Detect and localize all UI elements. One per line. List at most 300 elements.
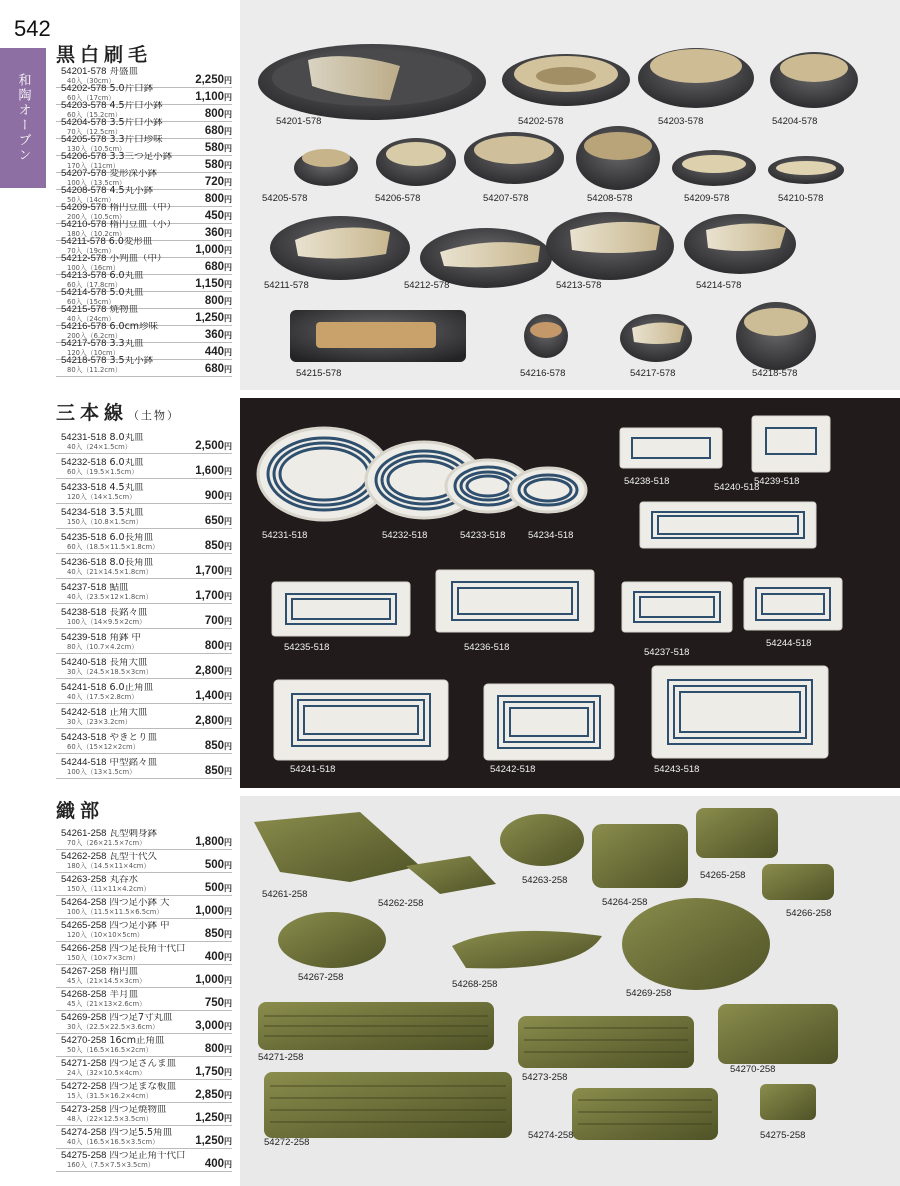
- product-info: [61, 203, 176, 222]
- product-price: [205, 330, 232, 342]
- yen-unit: 円: [224, 883, 232, 893]
- product-code: 54268-258: [61, 990, 107, 1001]
- yen-unit: 円: [224, 143, 232, 153]
- price-value: 680: [204, 362, 224, 375]
- photo-label: 54203-578: [658, 116, 704, 127]
- photo-label: 54239-518: [754, 476, 800, 487]
- yen-unit: 円: [224, 952, 232, 962]
- product-row: [56, 942, 232, 965]
- yen-unit: 円: [224, 466, 232, 476]
- product-row: [56, 429, 232, 454]
- product-name: 8.0長角皿: [109, 558, 154, 569]
- yen-unit: 円: [224, 211, 232, 221]
- product-name: 6.0長角皿: [109, 533, 154, 544]
- product-spec: 150入（11×11×4.2cm）: [67, 885, 151, 894]
- price-value: 360: [204, 328, 224, 341]
- product-list: [56, 67, 232, 377]
- product-info: [61, 990, 146, 1009]
- yen-unit: 円: [224, 75, 232, 85]
- section-title-text: 三本線: [56, 402, 129, 424]
- product-row: [56, 356, 232, 377]
- photo-label: 54201-578: [276, 116, 322, 127]
- product-code: 54269-258: [61, 1013, 107, 1024]
- product-price: [205, 860, 232, 872]
- product-price: [195, 691, 232, 703]
- price-value: 450: [204, 209, 224, 222]
- product-price: [205, 516, 232, 528]
- product-info: [61, 898, 170, 917]
- section-title: [56, 796, 232, 823]
- product-spec: 150入（10.8×1.5cm）: [67, 518, 143, 527]
- product-info: [61, 433, 144, 452]
- product-info: [61, 322, 158, 341]
- price-value: 2,800: [195, 664, 224, 677]
- product-spec: 150入（10×7×3cm）: [67, 954, 140, 963]
- product-spec: 40入（30cm）: [67, 77, 116, 86]
- product-name: 四つ足まな板皿: [109, 1082, 176, 1093]
- product-code: 54239-518: [61, 633, 107, 644]
- photo-label: 54204-578: [772, 116, 818, 127]
- product-code: 54274-258: [61, 1128, 107, 1139]
- product-row: [56, 965, 232, 988]
- product-price: [195, 1090, 232, 1102]
- product-code: 54205-578: [61, 135, 107, 146]
- price-value: 440: [204, 345, 224, 358]
- product-name: 4.5丸小鉢: [109, 186, 154, 197]
- price-value: 1,250: [195, 311, 224, 324]
- product-info: [61, 118, 163, 137]
- product-name: 5.0丸皿: [109, 288, 144, 299]
- product-row: [56, 579, 232, 604]
- photo-label: 54209-578: [684, 193, 730, 204]
- yen-unit: 円: [224, 491, 232, 501]
- product-price: [195, 92, 232, 104]
- yen-unit: 円: [224, 296, 232, 306]
- section-oribe-list: [56, 796, 232, 1172]
- section-sanbonsen-list: [56, 398, 232, 779]
- photo-label: 54217-578: [630, 368, 676, 379]
- product-code: 54211-578: [61, 237, 106, 248]
- product-row: [56, 1103, 232, 1126]
- price-value: 850: [204, 927, 224, 940]
- product-price: [205, 998, 232, 1010]
- product-code: 54270-258: [61, 1036, 107, 1047]
- product-price: [205, 766, 232, 778]
- photo-label: 54232-518: [382, 530, 428, 541]
- product-info: [61, 101, 163, 120]
- product-row: [56, 1126, 232, 1149]
- product-code: 54242-518: [61, 708, 107, 719]
- product-spec: 100入（13×1.5cm）: [67, 768, 136, 777]
- price-value: 360: [204, 226, 224, 239]
- photo-label: 54212-578: [404, 280, 450, 291]
- product-row: [56, 850, 232, 873]
- yen-unit: 円: [224, 279, 232, 289]
- product-info: [61, 1013, 173, 1032]
- product-code: 54212-578: [61, 254, 107, 265]
- product-code: 54216-578: [61, 322, 107, 333]
- photo-label: 54262-258: [378, 898, 424, 909]
- product-code: 54264-258: [61, 898, 107, 909]
- product-info: [61, 608, 147, 627]
- price-value: 800: [204, 192, 224, 205]
- product-name: 16cm正角皿: [109, 1036, 165, 1047]
- yen-unit: 円: [224, 975, 232, 985]
- product-name: 角鉢 中: [109, 633, 141, 644]
- small-bowls-row: [294, 126, 844, 190]
- product-code: 54202-578: [61, 84, 107, 95]
- product-code: 54209-578: [61, 203, 107, 214]
- product-spec: 50入（16.5×16.5×2cm）: [67, 1046, 153, 1055]
- product-row: [56, 896, 232, 919]
- price-value: 2,850: [195, 1088, 224, 1101]
- price-value: 1,800: [195, 835, 224, 848]
- product-spec: 60入（15.2cm）: [67, 111, 122, 120]
- price-value: 2,250: [195, 73, 224, 86]
- product-price: [195, 313, 232, 325]
- product-spec: 60入（17.8cm）: [67, 281, 122, 290]
- photo-label: 54263-258: [522, 875, 568, 886]
- product-price: [195, 75, 232, 87]
- product-price: [205, 364, 232, 376]
- photo-label: 54265-258: [700, 870, 746, 881]
- yen-unit: 円: [224, 177, 232, 187]
- product-name: 3.5丸小鉢: [109, 356, 154, 367]
- product-name: 8.0丸皿: [109, 433, 144, 444]
- product-price: [195, 1067, 232, 1079]
- product-name: 四つ足小鉢 中: [109, 921, 170, 932]
- product-name: 四つ足長角千代口: [109, 944, 186, 955]
- product-info: [61, 220, 176, 239]
- product-row: [56, 1149, 232, 1172]
- product-code: 54206-578: [61, 152, 107, 163]
- product-code: 54207-578: [61, 169, 107, 180]
- product-price: [195, 441, 232, 453]
- product-price: [205, 126, 232, 138]
- yen-unit: 円: [224, 616, 232, 626]
- product-code: 54213-578: [61, 271, 107, 282]
- product-spec: 40入（16.5×16.5×3.5cm）: [67, 1138, 159, 1147]
- product-row: [56, 1011, 232, 1034]
- product-code: 54210-578: [61, 220, 107, 231]
- product-info: [61, 271, 144, 290]
- product-name: 3.5丸皿: [109, 508, 144, 519]
- yen-unit: 円: [224, 716, 232, 726]
- product-name: 3.3三つ足小鉢: [109, 152, 173, 163]
- product-price: [205, 952, 232, 964]
- product-row: [56, 729, 232, 754]
- product-price: [205, 741, 232, 753]
- yen-unit: 円: [224, 1067, 232, 1077]
- product-price: [205, 491, 232, 503]
- product-code: 54241-518: [61, 683, 107, 694]
- product-price: [195, 906, 232, 918]
- product-code: 54235-518: [61, 533, 107, 544]
- product-code: 54231-518: [61, 433, 107, 444]
- photo-label: 54213-578: [556, 280, 602, 291]
- product-price: [205, 228, 232, 240]
- product-name: 瓦型刺身鉢: [109, 829, 157, 840]
- category-side-tab-label: 和陶オーブン: [15, 73, 31, 163]
- product-price: [205, 143, 232, 155]
- product-price: [195, 279, 232, 291]
- product-code: 54236-518: [61, 558, 107, 569]
- product-price: [205, 883, 232, 895]
- product-spec: 100入（14×9.5×2cm）: [67, 618, 146, 627]
- product-name: 四つ足小鉢 大: [109, 898, 170, 909]
- product-code: 54271-258: [61, 1059, 107, 1070]
- product-name: 6.0cm珍味: [109, 322, 159, 333]
- product-spec: 70入（19cm）: [67, 247, 116, 256]
- price-value: 800: [204, 107, 224, 120]
- product-info: [61, 288, 144, 307]
- product-name: 瓦型千代久: [109, 852, 157, 863]
- product-code: 54203-578: [61, 101, 107, 112]
- section-title: [56, 40, 232, 67]
- product-spec: 200入（10.5cm）: [67, 213, 126, 222]
- product-code: 54208-578: [61, 186, 107, 197]
- product-name: 3.3片口珍味: [109, 135, 163, 146]
- product-name: 変形深小鉢: [109, 169, 157, 180]
- product-spec: 24入（32×10.5×4cm）: [67, 1069, 146, 1078]
- product-list: [56, 429, 232, 779]
- yen-unit: 円: [224, 1021, 232, 1031]
- yen-unit: 円: [224, 330, 232, 340]
- yen-unit: 円: [224, 347, 232, 357]
- product-spec: 45入（21×13×2.6cm）: [67, 1000, 146, 1009]
- photo-label: 54240-518: [714, 482, 760, 493]
- photo-label: 54270-258: [730, 1064, 776, 1075]
- photo-label: 54235-518: [284, 642, 330, 653]
- product-name: 5.0片口鉢: [109, 84, 154, 95]
- product-row: [56, 554, 232, 579]
- price-value: 400: [204, 1157, 224, 1170]
- section-title-text: 織部: [56, 800, 105, 822]
- yen-unit: 円: [224, 194, 232, 204]
- photo-label: 54210-578: [778, 193, 824, 204]
- product-row: [56, 754, 232, 779]
- product-code: 54273-258: [61, 1105, 107, 1116]
- photo-label: 54244-518: [766, 638, 812, 649]
- product-spec: 100入（11.5×11.5×6.5cm）: [67, 908, 164, 917]
- product-name: 丸呑水: [109, 875, 138, 886]
- product-spec: 120入（10cm）: [67, 349, 120, 358]
- product-info: [61, 84, 153, 103]
- price-value: 1,000: [195, 973, 224, 986]
- photo-panel-oribe: [240, 796, 900, 1186]
- photo-label: 54264-258: [602, 897, 648, 908]
- product-row: [56, 873, 232, 896]
- product-name: 3.3丸皿: [109, 339, 144, 350]
- product-code: 54240-518: [61, 658, 107, 669]
- product-name: 半月皿: [109, 990, 138, 1001]
- yen-unit: 円: [224, 837, 232, 847]
- price-value: 700: [204, 614, 224, 627]
- price-value: 680: [204, 124, 224, 137]
- photo-label: 54261-258: [262, 889, 308, 900]
- sanbonsen-product-photo: [240, 398, 900, 788]
- product-name: 中型銘々皿: [109, 758, 157, 769]
- yen-unit: 円: [224, 228, 232, 238]
- product-price: [195, 566, 232, 578]
- product-name: 6.0正角皿: [109, 683, 154, 694]
- product-code: 54237-518: [61, 583, 107, 594]
- product-price: [205, 347, 232, 359]
- product-name: 楕円豆皿（中）: [109, 203, 176, 214]
- product-info: [61, 1059, 176, 1078]
- photo-label: 54208-578: [587, 193, 633, 204]
- yen-unit: 円: [224, 1113, 232, 1123]
- price-value: 1,600: [195, 464, 224, 477]
- yen-unit: 円: [224, 160, 232, 170]
- price-value: 900: [204, 489, 224, 502]
- product-spec: 50入（14cm）: [67, 196, 116, 205]
- section-kokuhaku-list: [56, 40, 232, 377]
- product-spec: 180入（10.2cm）: [67, 230, 126, 239]
- product-row: [56, 1057, 232, 1080]
- product-info: [61, 875, 150, 894]
- product-spec: 60入（15×12×2cm）: [67, 743, 140, 752]
- price-value: 1,000: [195, 243, 224, 256]
- price-value: 500: [204, 881, 224, 894]
- product-price: [195, 1021, 232, 1033]
- price-value: 1,250: [195, 1134, 224, 1147]
- yen-unit: 円: [224, 516, 232, 526]
- price-value: 800: [204, 1042, 224, 1055]
- price-value: 1,100: [195, 90, 224, 103]
- price-value: 650: [204, 514, 224, 527]
- yen-unit: 円: [224, 262, 232, 272]
- spouted-bowl-medium: [638, 48, 754, 108]
- boat-platter: [258, 44, 486, 120]
- photo-label: 54272-258: [264, 1137, 310, 1148]
- price-value: 500: [204, 858, 224, 871]
- product-spec: 130入（10.5cm）: [67, 145, 126, 154]
- product-name: 3.5片口小鉢: [109, 118, 163, 129]
- price-value: 2,500: [195, 439, 224, 452]
- product-name: 長銘々皿: [109, 608, 148, 619]
- price-value: 580: [204, 141, 224, 154]
- product-code: 54267-258: [61, 967, 107, 978]
- yen-unit: 円: [224, 541, 232, 551]
- product-name: 舟盛皿: [109, 67, 138, 78]
- product-spec: 180入（14.5×11×4cm）: [67, 862, 151, 871]
- product-price: [205, 160, 232, 172]
- product-info: [61, 658, 152, 677]
- product-list: [56, 827, 232, 1172]
- yen-unit: 円: [224, 364, 232, 374]
- product-code: 54265-258: [61, 921, 107, 932]
- price-value: 1,700: [195, 589, 224, 602]
- photo-label: 54218-578: [752, 368, 798, 379]
- price-value: 680: [204, 260, 224, 273]
- photo-label: 54211-578: [264, 280, 309, 291]
- product-spec: 120入（10×10×5cm）: [67, 931, 144, 940]
- product-row: [56, 919, 232, 942]
- photo-label: 54242-518: [490, 764, 536, 775]
- product-price: [205, 616, 232, 628]
- yen-unit: 円: [224, 691, 232, 701]
- yen-unit: 円: [224, 741, 232, 751]
- yen-unit: 円: [224, 906, 232, 916]
- product-info: [61, 921, 170, 940]
- yen-unit: 円: [224, 441, 232, 451]
- product-price: [205, 1044, 232, 1056]
- product-spec: 160入（7.5×7.5×3.5cm）: [67, 1161, 155, 1170]
- yen-unit: 円: [224, 666, 232, 676]
- product-info: [61, 1082, 176, 1101]
- product-code: 54217-578: [61, 339, 107, 350]
- product-name: 正角大皿: [109, 708, 148, 719]
- price-value: 850: [204, 539, 224, 552]
- yen-unit: 円: [224, 92, 232, 102]
- product-spec: 100入（13.5cm）: [67, 179, 126, 188]
- product-info: [61, 356, 153, 375]
- product-info: [61, 944, 185, 963]
- yen-unit: 円: [224, 641, 232, 651]
- product-spec: 40入（21×14.5×1.8cm）: [67, 568, 153, 577]
- price-value: 580: [204, 158, 224, 171]
- product-name: 小判皿（中）: [109, 254, 167, 265]
- yen-unit: 円: [224, 929, 232, 939]
- product-info: [61, 152, 172, 171]
- yen-unit: 円: [224, 766, 232, 776]
- product-info: [61, 169, 157, 188]
- product-name: 6.0丸皿: [109, 458, 144, 469]
- photo-label: 54273-258: [522, 1072, 568, 1083]
- page-number: 542: [14, 16, 51, 41]
- product-info: [61, 1105, 166, 1124]
- product-info: [61, 508, 144, 527]
- product-spec: 30入（23×3.2cm）: [67, 718, 132, 727]
- product-price: [205, 929, 232, 941]
- yen-unit: 円: [224, 591, 232, 601]
- product-code: 54215-578: [61, 305, 107, 316]
- yen-unit: 円: [224, 1136, 232, 1146]
- photo-label: 54202-578: [518, 116, 564, 127]
- product-price: [205, 211, 232, 223]
- yen-unit: 円: [224, 566, 232, 576]
- product-info: [61, 305, 138, 324]
- product-spec: 60入（18.5×11.5×1.8cm）: [67, 543, 159, 552]
- price-value: 1,000: [195, 904, 224, 917]
- photo-label: 54275-258: [760, 1130, 806, 1141]
- product-price: [195, 245, 232, 257]
- oribe-product-photo: [240, 796, 900, 1186]
- price-value: 800: [204, 294, 224, 307]
- product-name: 4.5片口小鉢: [109, 101, 163, 112]
- product-price: [205, 296, 232, 308]
- product-name: 鮎皿: [109, 583, 129, 594]
- product-row: [56, 654, 232, 679]
- price-value: 1,150: [195, 277, 224, 290]
- photo-label: 54237-518: [644, 647, 690, 658]
- product-info: [61, 67, 138, 86]
- product-code: 54272-258: [61, 1082, 107, 1093]
- product-price: [205, 194, 232, 206]
- product-info: [61, 758, 157, 777]
- product-code: 54261-258: [61, 829, 107, 840]
- product-info: [61, 186, 153, 205]
- yen-unit: 円: [224, 1090, 232, 1100]
- product-price: [195, 466, 232, 478]
- product-row: [56, 604, 232, 629]
- product-info: [61, 967, 146, 986]
- photo-label: 54243-518: [654, 764, 700, 775]
- product-spec: 48入（22×12.5×3.5cm）: [67, 1115, 153, 1124]
- photo-label: 54266-258: [786, 908, 832, 919]
- product-spec: 100入（16cm）: [67, 264, 120, 273]
